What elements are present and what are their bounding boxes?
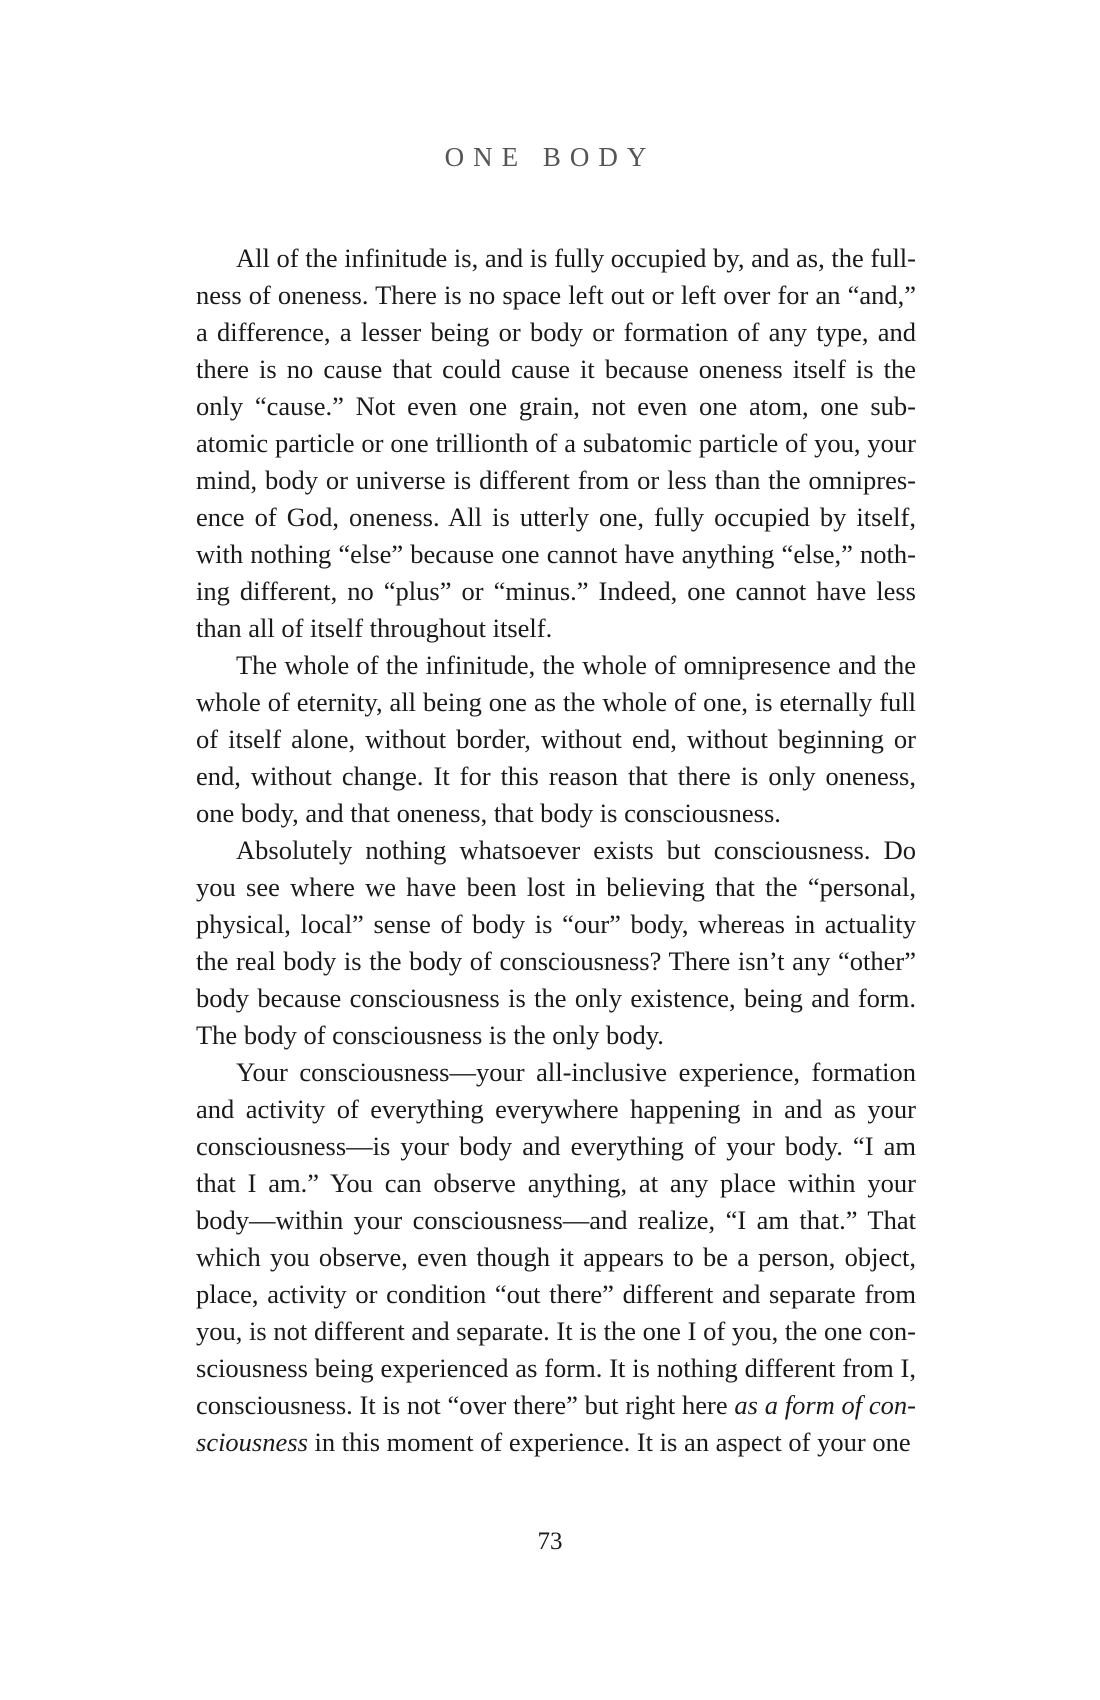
paragraph-1: All of the infinitude is, and is fully occupied by, and as, the fullness of oneness. There is no space left out or left over for an “and,” a difference, a lesser being or body or formation of any type, and there is no cause that could cause it because oneness itself is the only “cause.” Not even one grain, not even one atom, one subatomic particle or one trillionth of a subatomic particle of you, your mind, body or universe is different from or less than the omnipresence of God, oneness. All is utterly one, fully occupied by itself, with nothing “else” because one cannot have anything “else,” nothing different, no “plus” or “minus.” Indeed, one cannot have less than all of itself throughout itself. — [196, 243, 916, 643]
paragraph-4-text-b: in this moment of experience. It is an aspect of your one — [307, 1427, 911, 1457]
paragraph-3: Absolutely nothing whatsoever exists but consciousness. Do you see where we have been lost in believing that the “personal, physical, local” sense of body is “our” body, whereas in actuality the real body is the body of consciousness? There isn’t any “other” body because consciousness is the only existence, being and form. The body of consciousness is the only body. — [196, 835, 916, 1050]
running-head: ONE BODY — [444, 142, 656, 172]
paragraph-4 — [196, 1054, 916, 1461]
page-number: 73 — [537, 1528, 563, 1555]
paragraph-2: The whole of the infinitude, the whole of omnipresence and the whole of eternity, all being one as the whole of one, is eternally full of itself alone, without border, without end, without beginning or end, without change. It for this reason that there is only oneness, one body, and that oneness, that body is consciousness. — [196, 650, 916, 828]
paragraph-4-text-a: Your consciousness—your all-inclusive experience, formation and activity of everything everywhere happening in and as your consciousness—is your body and everything of your body. “I am that I am.” You can observe anything, at any place within your body—within your consciousness—and realize, “I am that.” That which you observe, even though it appears to be a person, object, place, activity or condition “out there” different and separate from you, is not different and separate. It is the one I of you, the one consciousness being experienced as form. It is nothing different from I, consciousness. It is not “over there” but right here — [196, 1057, 916, 1420]
paragraph-4-italic: as a form of consciousness — [196, 1390, 916, 1457]
body-text — [196, 240, 916, 1461]
